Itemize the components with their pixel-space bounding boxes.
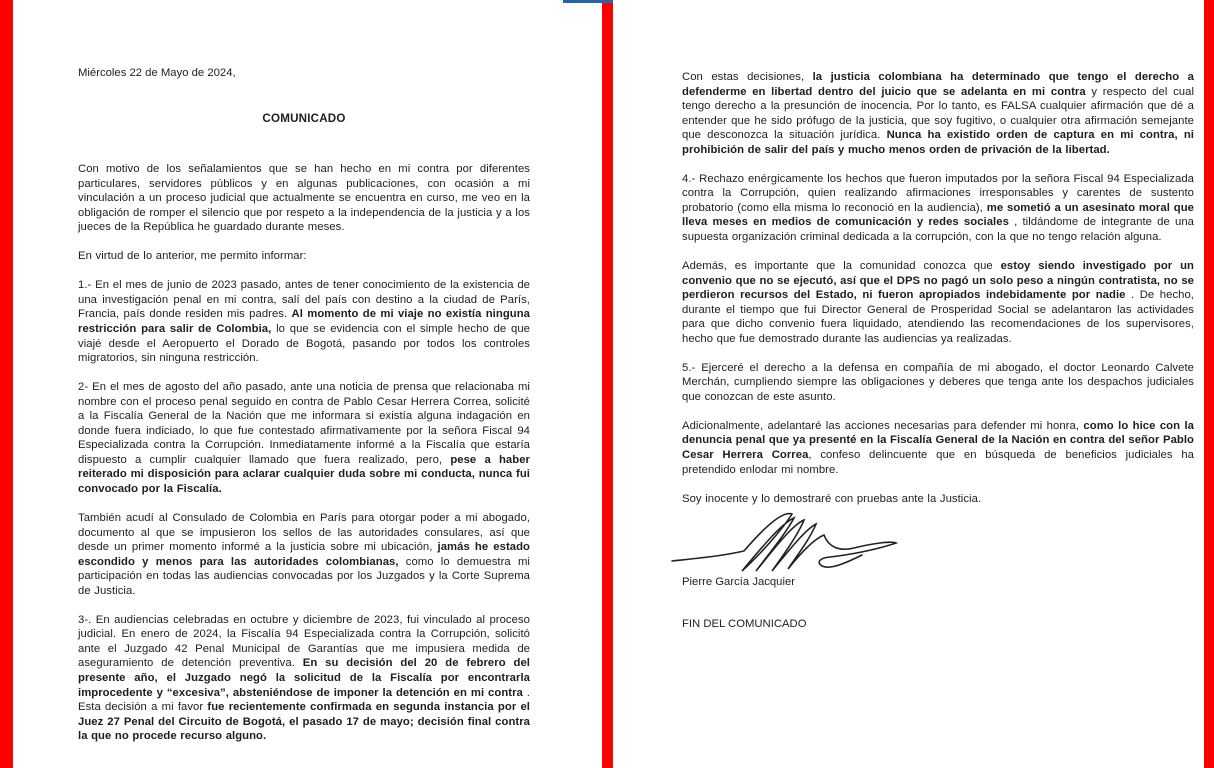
- middle-red-bar: [602, 0, 613, 768]
- top-blue-line: [563, 0, 613, 3]
- paragraph-consulate: También acudí al Consulado de Colombia en París para otorgar poder a mi abogado, documento al que se impusieron los sellos de las autoridades consulares, así que desde un primer momento informé a la justicia sobre mi ubicación, jamás he estado escondido y menos para las autoridades colombianas, como lo demuestra mi participación en todas las audiencias convocadas por los Juzgados y la Corte Suprema de Justicia.: [78, 512, 530, 597]
- paragraph-point-2: 2- En el mes de agosto del año pasado, ante una noticia de prensa que relacionaba mi nombre con el proceso penal seguido en contra de Pablo Cesar Herrera Correa, solicité a la Fiscalía General de la Nación que me informara si existía alguna indagación en donde fuera indiciado, lo que fue contestado afirmativamente por la señora Fiscal 94 Especializada contra la Corrupción. Inmediatamente informé a la Fiscalía que estaría dispuesto a cumplir cualquier llamado que fuera realizado, pero, pese a haber reiterado mi disposición para aclarar cualquier duda sobre mi conducta, nunca fui convocado por la Fiscalía.: [78, 381, 530, 495]
- page-1: [78, 0, 530, 758]
- paragraph-lead-in: En virtud de lo anterior, me permito informar:: [78, 250, 307, 263]
- page-2: [682, 0, 1194, 646]
- signatory-name: Pierre García Jacquier: [682, 575, 796, 588]
- paragraph-intro: Con motivo de los señalamientos que se han hecho en mi contra por diferentes particulares, servidores públicos y en algunas publicaciones, con ocasión a mi vinculación a un proceso judicial que actualmente se encuentra en curso, me veo en la obligación de romper el silencio que por respeto a la independencia de la justicia y a los jueces de la República he guardado durante meses.: [78, 163, 530, 234]
- paragraph-point-3: 3-. En audiencias celebradas en octubre y diciembre de 2023, fui vinculado al proceso judicial. En enero de 2024, la Fiscalía 94 Especializada contra la Corrupción, solicitó ante el Juzgado 42 Penal Municipal de Garantías que me impusiera medida de aseguramiento de detención preventiva. En su decisión del 20 de febrero del presente año, el Juzgado negó la solicitud de la Fiscalía por encontrarla improcedente y “excesiva”, absteniéndose de imponer la detención en mi contra . Esta decisión a mi favor fue recientemente confirmada en segunda instancia por el Juez 27 Penal del Circuito de Bogotá, el pasado 17 de mayo; decisión final contra la que no procede recurso alguno.: [78, 613, 530, 743]
- paragraph-additional: Adicionalmente, adelantaré las acciones necesarias para defender mi honra, como lo hice con la denuncia penal que ya presenté en la Fiscalía General de la Nación en contra del señor Pablo Cesar Herrera Correa, confeso delincuente que en búsqueda de beneficios judiciales ha pretendido enlodar mi nombre.: [682, 419, 1194, 476]
- paragraph-innocence: Soy inocente y lo demostraré con pruebas ante la Justicia.: [682, 492, 982, 505]
- right-red-bar: [1204, 0, 1214, 768]
- paragraph-point-5: 5.- Ejerceré el derecho a la defensa en compañía de mi abogado, el doctor Leonardo Calvete Merchán, cumpliendo siempre las obligaciones y deberes que tenga ante los despachos judiciales que conozcan de este asunto.: [682, 361, 1194, 403]
- end-line: FIN DEL COMUNICADO: [682, 618, 807, 631]
- paragraph-point-4: 4.- Rechazo enérgicamente los hechos que fueron imputados por la señora Fiscal 94 Especializada contra la Corrupción, quien realizando afirmaciones irresponsables y carentes de sustento probatorio (como ella misma lo reconoció en la audiencia), me sometió a un asesinato moral que lleva meses en medios de comunicación y redes sociales , tildándome de integrante de una supuesta organización criminal dedicada a la corrupción, con la que no tengo relación alguna.: [682, 172, 1194, 243]
- page-title: COMUNICADO: [262, 111, 346, 125]
- paragraph-dps: Además, es importante que la comunidad conozca que estoy siendo investigado por un convenio que no se ejecutó, así que el DPS no pagó un solo peso a ningún contratista, no se perdieron recursos del Estado, ni fueron apropiados indebidamente por nadie . De hecho, durante el tiempo que fui Director General de Prosperidad Social se adelantaron las actividades para que dicho convenio fuera liquidado, atendiendo las recomendaciones de los supervisores, hecho que fue demostrado durante las audiencias ya realizadas.: [682, 260, 1194, 345]
- left-red-bar: [0, 0, 13, 768]
- signature: [670, 517, 1194, 575]
- signature-icon: [670, 509, 900, 589]
- paragraph-point-1: 1.- En el mes de junio de 2023 pasado, antes de tener conocimiento de la existencia de una investigación penal en mi contra, salí del país con destino a la ciudad de París, Francia, país donde residen mis padres. Al momento de mi viaje no existía ninguna restricción para salir de Colombia, lo que se evidencia con el simple hecho de que viajé desde el Aeropuerto el Dorado de Bogotá, pasando por todos los controles migratorios, sin ninguna restricción.: [78, 279, 530, 365]
- date-line: Miércoles 22 de Mayo de 2024,: [78, 67, 236, 79]
- paragraph-decisions: Con estas decisiones, la justicia colombiana ha determinado que tengo el derecho a defenderme en libertad dentro del juicio que se adelanta en mi contra y respecto del cual tengo derecho a la presunción de inocencia. Por lo tanto, es FALSA cualquier afirmación que dé a entender que he sido prófugo de la justicia, que soy fugitivo, o cualquier otra afirmación semejante que desconozca la situación jurídica. Nunca ha existido orden de captura en mi contra, ni prohibición de salir del país y mucho menos orden de privación de la libertad.: [682, 71, 1194, 156]
